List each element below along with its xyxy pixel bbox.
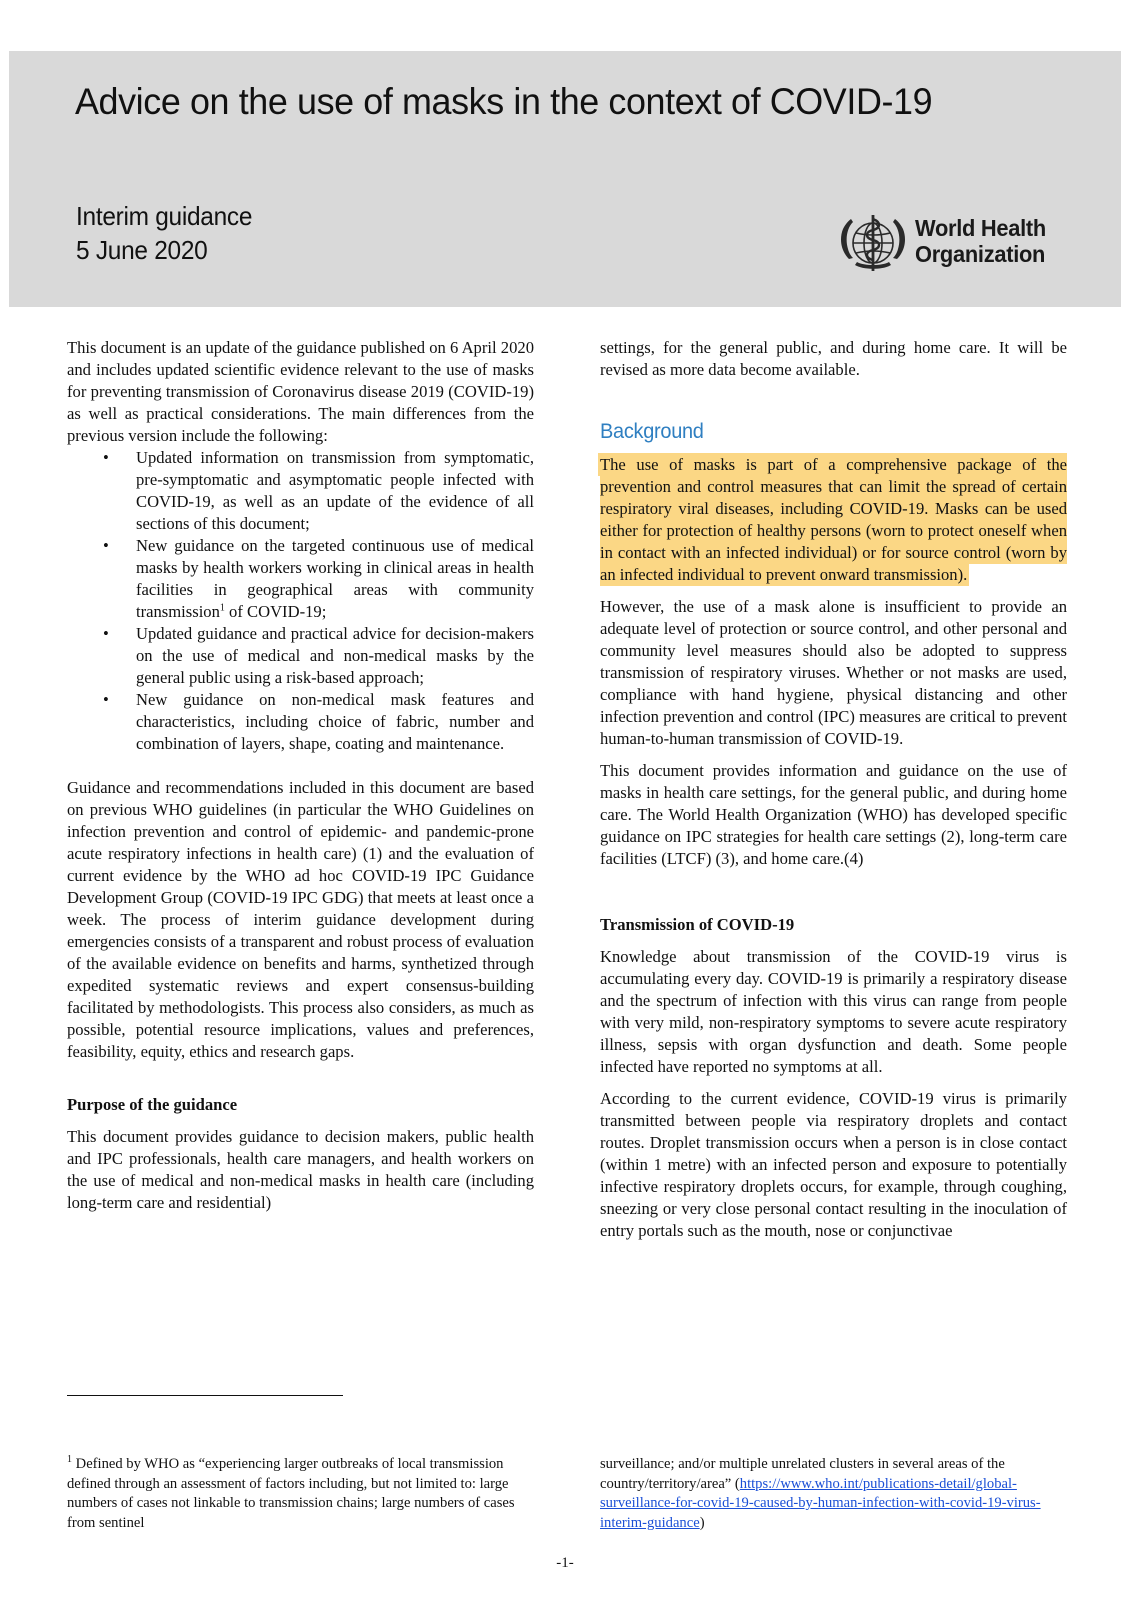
intro-paragraph: This document is an update of the guidance published on 6 April 2020 and includes updated scientific evidence relevant to the use of masks for preventing transmission of Coronavirus disease 2019 (COVID-19) as well as practical considerations. The main differences from the previous version include the following: xyxy=(67,338,534,445)
list-item-text-end: of COVID-19; xyxy=(224,602,327,621)
who-wordmark-line1: World Health xyxy=(915,215,1046,241)
footnote-marker: 1 xyxy=(67,1454,72,1466)
purpose-paragraph: This document provides guidance to decision makers, public health and IPC professionals, health care managers, and health workers on the use of medical and non-medical masks in health care (including long-term care and residential) xyxy=(67,1127,534,1212)
continuation-paragraph: settings, for the general public, and during home care. It will be revised as more data become available. xyxy=(600,338,1067,379)
footnote-text: Defined by WHO as “experiencing larger outbreaks of local transmission defined through an assessment of factors including, but not limited to: large numbers of cases not linkable to transmission chains; large numbers of cases from sentinel xyxy=(67,1456,515,1531)
purpose-heading: Purpose of the guidance xyxy=(67,1095,238,1114)
who-wordmark xyxy=(915,215,1053,267)
evidence-paragraph: According to the current evidence, COVID-19 virus is primarily transmitted between people via respiratory droplets and contact routes. Droplet transmission occurs when a person is in close contact (within 1 metre) with an infected person and exposure to potentially infective respiratory droplets occurs, for example, through coughing, sneezing or very close personal contact resulting in the inoculation of entry portals such as the mouth, nose or conjunctivae xyxy=(600,1089,1067,1240)
list-item: • New guidance on non-medical mask features and characteristics, including choice of fabric, number and combination of layers, shape, coating and maintenance. xyxy=(136,689,534,755)
who-surveillance-link[interactable]: https://www.who.int/publications-detail/global-surveillance-for-covid-19-caused-by-human-infection-with-covid-19-virus-interim-guidance xyxy=(600,1475,1041,1531)
guidance-type: Interim guidance xyxy=(76,201,253,231)
who-logo xyxy=(835,209,1075,279)
knowledge-paragraph: Knowledge about transmission of the COVID-19 virus is accumulating every day. COVID-19 is primarily a respiratory disease and the spectrum of infection with this virus can range from people with very mild, non-respiratory symptoms to severe acute respiratory illness, sepsis with organ dysfunction and death. Some people infected have reported no symptoms at all. xyxy=(600,947,1067,1076)
right-column xyxy=(600,337,1067,1242)
scope-paragraph: This document provides information and guidance on the use of masks in health care settings, for the general public, and during home care. The World Health Organization (WHO) has developed specific guidance on IPC strategies for health care settings (2), long-term care facilities (LTCF) (3), and home care.(4) xyxy=(600,761,1067,868)
footnote-divider xyxy=(67,1395,343,1396)
footnote-right xyxy=(600,1455,1070,1533)
left-column xyxy=(67,337,534,1214)
page-number: -1- xyxy=(556,1555,574,1571)
however-paragraph: However, the use of a mask alone is insufficient to provide an adequate level of protection or source control, and other personal and community level measures should also be adopted to suppress transmission of respiratory viruses. Whether or not masks are used, compliance with hand hygiene, physical distancing and other infection prevention and control (IPC) measures are critical to prevent human-to-human transmission of COVID-19. xyxy=(600,597,1067,748)
publication-date: 5 June 2020 xyxy=(76,235,208,265)
footnote-text-continued: surveillance; and/or multiple unrelated clusters in several areas of the country/territory/area” ( xyxy=(600,1456,1005,1492)
document-title: Advice on the use of masks in the context of COVID-19 xyxy=(75,81,933,122)
background-heading: Background xyxy=(600,420,704,443)
changes-list xyxy=(67,447,534,755)
background-paragraph xyxy=(600,454,1067,586)
list-item: • Updated information on transmission from symptomatic, pre-symptomatic and asymptomatic people infected with COVID-19, as well as an update of the evidence of all sections of this document; xyxy=(136,447,534,535)
document-subtitle xyxy=(76,199,263,267)
list-item xyxy=(136,535,534,623)
header-banner xyxy=(9,51,1121,307)
footnote-left xyxy=(67,1455,537,1533)
transmission-heading: Transmission of COVID-19 xyxy=(600,915,795,934)
footnote-end: ) xyxy=(699,1514,705,1531)
list-item-text: New guidance on the targeted continuous use of medical masks by health workers working in clinical areas in health facilities in geographical areas with community transmission xyxy=(136,536,534,621)
highlighted-text: The use of masks is part of a comprehensive package of the prevention and control measures that can limit the spread of certain respiratory viral diseases, including COVID-19. Masks can be used either for protection of healthy persons (worn to protect oneself when in contact with an infected individual) or for source control (worn by an infected individual to prevent onward transmission). xyxy=(600,455,1067,584)
who-wordmark-line2: Organization xyxy=(915,241,1046,267)
list-item: • Updated guidance and practical advice for decision-makers on the use of medical and non-medical masks by the general public using a risk-based approach; xyxy=(136,623,534,689)
guidance-paragraph: Guidance and recommendations included in this document are based on previous WHO guidelines (in particular the WHO Guidelines on infection prevention and control of epidemic- and pandemic-prone acute respiratory infections in health care) (1) and the evaluation of current evidence by the WHO ad hoc COVID-19 IPC Guidance Development Group (COVID-19 IPC GDG) that meets at least once a week. The process of interim guidance development during emergencies consists of a transparent and robust process of evaluation of the available evidence on benefits and harms, synthetized through expedited systematic reviews and expert consensus-building facilitated by methodologists. This process also considers, as much as possible, potential resource implications, values and preferences, feasibility, equity, ethics and research gaps. xyxy=(67,778,534,1061)
footnote-reference[interactable]: 1 xyxy=(219,602,225,614)
who-emblem-icon xyxy=(835,209,911,279)
